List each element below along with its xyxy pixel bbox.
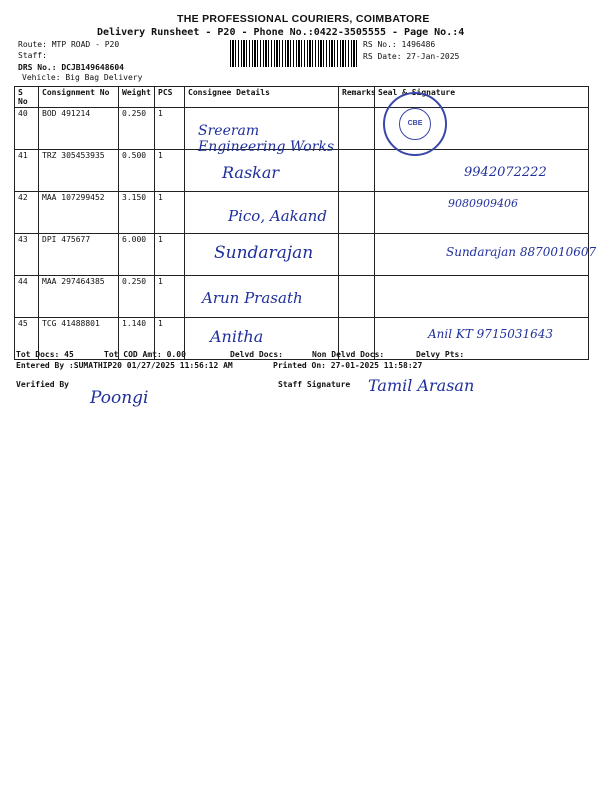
cell-consignee xyxy=(185,234,339,276)
col-consignment: Consignment No xyxy=(39,87,119,108)
cell-consignment: DPI 475677 xyxy=(39,234,119,276)
cell-remarks xyxy=(339,234,375,276)
cell-consignee xyxy=(185,192,339,234)
signature-handwriting: Sundarajan 8870010607 xyxy=(446,245,597,259)
col-signature: Seal & Signature xyxy=(375,87,589,108)
table-row xyxy=(15,234,589,276)
cell-consignee xyxy=(185,276,339,318)
cell-consignment: MAA 297464385 xyxy=(39,276,119,318)
company-title: THE PROFESSIONAL COURIERS, COIMBATORE xyxy=(177,13,430,25)
cell-weight: 1.140 xyxy=(119,318,155,360)
staff-label: Staff: xyxy=(18,51,47,60)
col-sno: S No xyxy=(15,87,39,108)
cell-sno: 41 xyxy=(15,150,39,192)
cell-sno: 45 xyxy=(15,318,39,360)
signature-handwriting: 9080909406 xyxy=(448,197,518,210)
cell-consignment: BOD 491214 xyxy=(39,108,119,150)
consignee-handwriting: Anitha xyxy=(210,327,264,346)
signature-handwriting: 9942072222 xyxy=(464,165,547,180)
cell-pcs: 1 xyxy=(155,318,185,360)
cell-sno: 42 xyxy=(15,192,39,234)
cell-weight: 6.000 xyxy=(119,234,155,276)
drs-number: DRS No.: DCJB149648604 xyxy=(18,63,124,72)
cell-weight: 0.250 xyxy=(119,108,155,150)
cell-weight: 0.500 xyxy=(119,150,155,192)
verified-signature: Poongi xyxy=(90,388,149,408)
cell-signature xyxy=(375,276,589,318)
table-row xyxy=(15,318,589,360)
cell-pcs: 1 xyxy=(155,234,185,276)
tot-docs: Tot Docs: 45 xyxy=(16,350,74,359)
printed-on: Printed On: 27-01-2025 11:58:27 xyxy=(273,361,423,370)
consignee-handwriting: Sundarajan xyxy=(214,243,314,263)
cell-remarks xyxy=(339,150,375,192)
table-header-row xyxy=(15,87,589,108)
tot-cod-amount: Tot COD Amt: 0.00 xyxy=(104,350,186,359)
consignee-handwriting: Sreeram Engineering Works xyxy=(198,123,335,155)
cell-signature xyxy=(375,234,597,276)
cell-pcs: 1 xyxy=(155,108,185,150)
route-label: Route: MTP ROAD - P20 xyxy=(18,40,120,49)
cell-consignee xyxy=(185,108,339,155)
cell-remarks xyxy=(339,192,375,234)
col-consignee: Consignee Details xyxy=(185,87,339,108)
delivered-docs: Delvd Docs: xyxy=(230,350,283,359)
signature-handwriting: Anil KT 9715031643 xyxy=(428,327,554,341)
cell-signature xyxy=(375,318,589,360)
table-row xyxy=(15,150,589,192)
table-row xyxy=(15,192,589,234)
delivery-points: Delvy Pts: xyxy=(416,350,465,359)
col-pcs: PCS xyxy=(155,87,185,108)
rs-date: RS Date: 27-Jan-2025 xyxy=(363,52,460,61)
cell-pcs: 1 xyxy=(155,192,185,234)
cell-weight: 0.250 xyxy=(119,276,155,318)
seal-center: CBE xyxy=(399,108,431,140)
cell-remarks xyxy=(339,276,375,318)
verified-by-label: Verified By xyxy=(16,380,69,389)
table-row xyxy=(15,108,589,150)
vehicle-label: Vehicle: Big Bag Delivery xyxy=(22,73,143,82)
non-delivered-docs: Non Delvd Docs: xyxy=(312,350,385,359)
barcode xyxy=(230,40,358,67)
cell-sno: 43 xyxy=(15,234,39,276)
cell-consignment: MAA 107299452 xyxy=(39,192,119,234)
col-weight: Weight xyxy=(119,87,155,108)
cell-remarks xyxy=(339,108,375,150)
runsheet-heading: Delivery Runsheet - P20 - Phone No.:0422-3505555 - Page No.:4 xyxy=(97,27,465,38)
entered-by: Entered By :SUMATHIP20 01/27/2025 11:56:12 AM xyxy=(16,361,233,370)
cell-consignment: TRZ 305453935 xyxy=(39,150,119,192)
cell-pcs: 1 xyxy=(155,276,185,318)
cell-sno: 40 xyxy=(15,108,39,150)
col-remarks: Remarks xyxy=(339,87,375,108)
consignee-handwriting: Raskar xyxy=(222,163,280,182)
staff-signature-label: Staff Signature xyxy=(278,380,351,389)
cell-sno: 44 xyxy=(15,276,39,318)
table-row xyxy=(15,276,589,318)
staff-signature: Tamil Arasan xyxy=(368,376,475,395)
cell-signature xyxy=(375,192,589,234)
rs-number: RS No.: 1496486 xyxy=(363,40,436,49)
consignee-handwriting: Arun Prasath xyxy=(202,289,303,307)
cell-weight: 3.150 xyxy=(119,192,155,234)
cell-signature xyxy=(375,150,589,192)
consignee-handwriting: Pico, Aakand xyxy=(228,207,327,225)
cell-consignment: TCG 41488801 xyxy=(39,318,119,360)
company-seal xyxy=(383,92,447,156)
runsheet-table xyxy=(14,86,597,360)
cell-consignee xyxy=(185,150,339,192)
cell-pcs: 1 xyxy=(155,150,185,192)
